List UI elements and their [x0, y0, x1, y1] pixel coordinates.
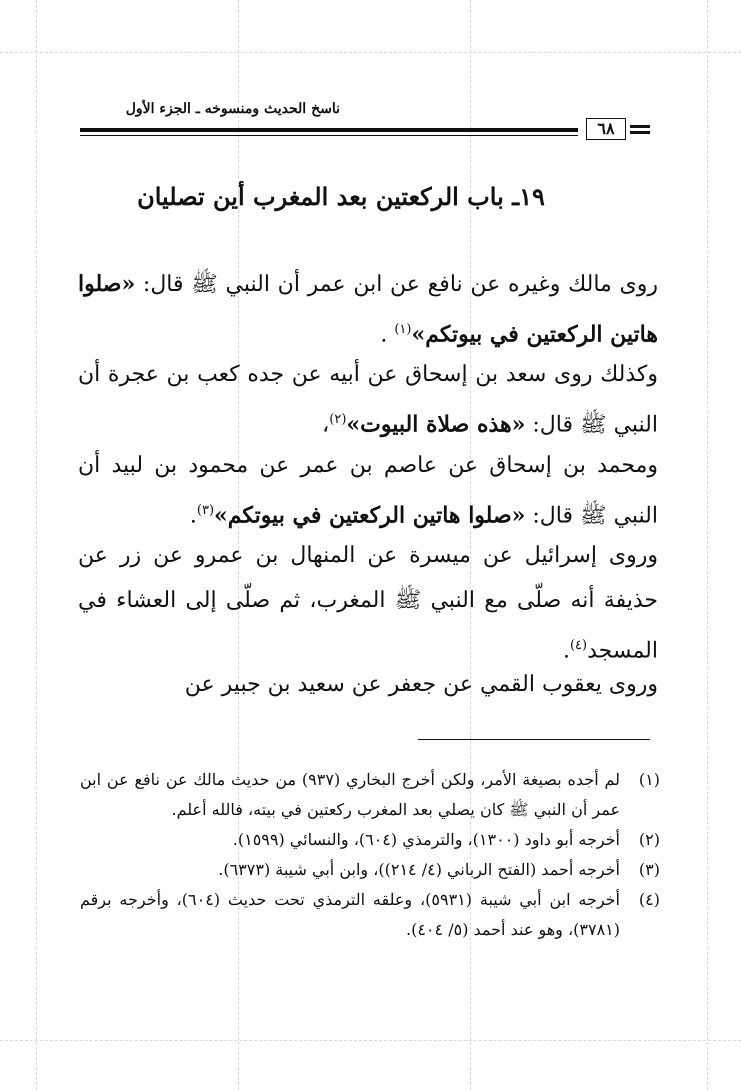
paragraph-1: [78, 262, 658, 357]
paragraph-tail: .: [562, 638, 570, 664]
footnote-ref: (٢): [329, 412, 347, 427]
paragraph-text: وروى يعقوب القمي عن جعفر عن سعيد بن جبير عن: [184, 672, 658, 697]
paragraph-3: [78, 443, 658, 538]
paragraph-2: [78, 352, 658, 447]
chapter-title: ١٩ـ باب الركعتين بعد المغرب أين تصليان: [137, 182, 545, 211]
guide-line: [36, 0, 37, 1090]
guide-line: [707, 0, 708, 1090]
paragraph-tail: .: [380, 322, 395, 348]
hadith-quote: «هذه صلاة البيوت»: [346, 411, 526, 438]
hadith-quote: «صلوا هاتين الركعتين في بيوتكم»: [214, 502, 526, 529]
footnote-3: [80, 855, 660, 885]
paragraph-text: وكذلك روى سعد بن إسحاق عن أبيه عن جده كعب بن عجرة أن النبي ﷺ قال:: [78, 362, 658, 438]
hadith-quote: «صلوا هاتين الركعتين في بيوتكم»: [78, 271, 658, 348]
footnote-4: [80, 885, 660, 945]
page-number-rule: [630, 131, 650, 134]
footnote-text: لم أجده بصيغة الأمر، ولكن أخرج البخاري (٩٣٧) من حديث مالك عن نافع عن ابن عمر أن النبي ﷺ كان يصلي بعد المغرب ركعتين في بيته، فالله أعلم.: [80, 770, 621, 819]
footnote-ref: (٤): [569, 638, 588, 653]
paragraph-4: [78, 533, 658, 673]
footnote-number: (١): [638, 770, 660, 789]
running-head-title: ناسخ الحديث ومنسوخه ـ الجزء الأول: [125, 101, 340, 117]
footnote-2: [80, 825, 660, 855]
paragraph-tail: .: [189, 503, 197, 529]
footnote-text: أخرجه أحمد (الفتح الرباني (٤/ ٢١٤))، وابن أبي شيبة (٦٣٧٣).: [218, 860, 620, 879]
paragraph-5: [78, 662, 658, 707]
paragraph-text: روى مالك وغيره عن نافع عن ابن عمر أن النبي ﷺ قال:: [135, 272, 658, 297]
paragraph-tail: ،: [322, 412, 330, 438]
footnote-text: أخرجه ابن أبي شيبة (٥٩٣١)، وعلقه الترمذي تحت حديث (٦٠٤)، وأخرجه برقم (٣٧٨١)، وهو عند أحمد (٥/ ٤٠٤).: [80, 890, 620, 939]
header-rule-thin: [80, 135, 578, 136]
footnote-ref: (٣): [196, 503, 215, 518]
footnotes: [80, 765, 660, 945]
footnote-number: (٤): [638, 890, 660, 909]
footnote-text: أخرجه أبو داود (١٣٠٠)، والترمذي (٦٠٤)، والنسائي (١٥٩٩).: [232, 830, 620, 849]
footnote-number: (٢): [638, 830, 660, 849]
footnote-separator: [418, 739, 650, 740]
footnote-1: [80, 765, 660, 825]
footnote-ref: (١): [394, 322, 412, 337]
header-rule: [80, 128, 578, 132]
guide-line: [0, 1040, 741, 1041]
page-number: ٦٨: [586, 118, 626, 140]
paragraph-text: وروى إسرائيل عن ميسرة عن المنهال بن عمرو عن زر عن حذيفة أنه صلّى مع النبي ﷺ المغرب، ثم صلّى إلى العشاء في المسجد: [78, 543, 658, 664]
page-number-rule: [630, 125, 650, 128]
paragraph-text: ومحمد بن إسحاق عن عاصم بن عمر عن محمود بن لبيد أن النبي ﷺ قال:: [78, 453, 658, 529]
footnote-number: (٣): [638, 860, 660, 879]
guide-line: [0, 52, 741, 53]
